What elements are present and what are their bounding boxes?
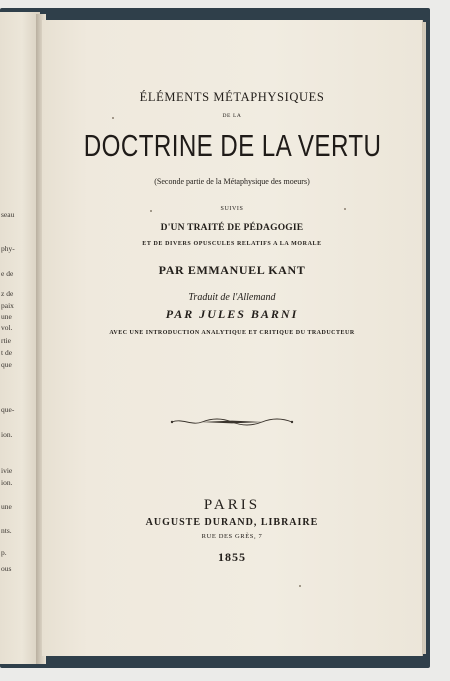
- publisher: AUGUSTE DURAND, LIBRAIRE: [145, 517, 319, 528]
- left-page-fragment: ion.: [1, 430, 13, 439]
- left-page-fragment: z de: [1, 289, 14, 298]
- foxing-spot: [150, 210, 152, 212]
- foxing-spot: [344, 208, 346, 210]
- publisher-address: RUE DES GRÈS, 7: [201, 533, 263, 540]
- opuscules-line: ET DE DIVERS OPUSCULES RELATIFS A LA MORALE: [142, 241, 322, 247]
- heading-top: ÉLÉMENTS MÉTAPHYSIQUES: [139, 90, 325, 104]
- left-page-fragment: paix: [1, 301, 14, 310]
- left-page-fragment: ion.: [1, 478, 13, 487]
- city: PARIS: [203, 497, 261, 513]
- left-page-fragment: une: [1, 502, 12, 511]
- left-page-fragment: nts.: [1, 526, 12, 535]
- de-la-label: DE LA: [222, 113, 242, 119]
- left-page-fragment: que: [1, 360, 12, 369]
- suivis-label: SUIVIS: [220, 206, 244, 212]
- left-page-fragment: que-: [1, 405, 15, 414]
- main-title: DOCTRINE DE LA VERTU: [83, 128, 382, 163]
- left-page: [0, 12, 40, 664]
- left-page-fragment: t de: [1, 348, 13, 357]
- left-page-fragment: une: [1, 312, 12, 321]
- left-page-fragment: vol.: [1, 323, 13, 332]
- left-page-fragment: p.: [1, 548, 7, 557]
- subtitle: (Seconde partie de la Métaphysique des moeurs): [154, 177, 310, 186]
- left-page-fragment: phy-: [1, 244, 15, 253]
- left-page-fragment: rtie: [1, 336, 11, 345]
- introduction-line: AVEC UNE INTRODUCTION ANALYTIQUE ET CRITIQUE DU TRADUCTEUR: [109, 330, 355, 336]
- left-page-fragment: ivie: [1, 466, 13, 475]
- traite-title: D'UN TRAITÉ DE PÉDAGOGIE: [160, 223, 304, 233]
- title-page: [42, 20, 422, 656]
- author-line: PAR EMMANUEL KANT: [158, 263, 306, 277]
- left-page-fragment: e de: [1, 269, 14, 278]
- left-page-fragment: seau: [1, 210, 15, 219]
- foxing-spot: [112, 117, 114, 119]
- left-page-fragment: ous: [1, 564, 12, 573]
- foxing-spot: [299, 585, 301, 587]
- translator-line: PAR JULES BARNI: [165, 307, 299, 321]
- publication-year: 1855: [218, 550, 246, 564]
- translated-line: Traduit de l'Allemand: [188, 292, 276, 303]
- ornament-divider: [170, 417, 294, 427]
